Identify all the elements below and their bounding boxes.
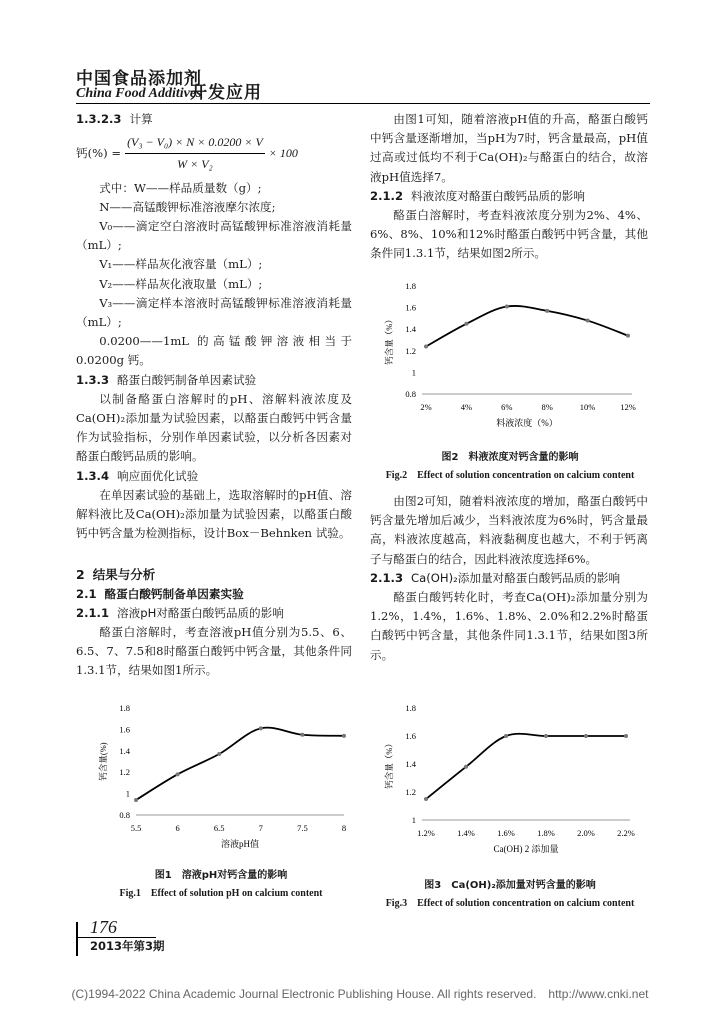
- section-2-1-3: 2.1.3 Ca(OH)₂添加量对酪蛋白酸钙品质的影响: [370, 570, 621, 585]
- section-2-1-2: 2.1.2 料液浓度对酪蛋白酸钙品质的影响: [370, 188, 585, 203]
- figure-2-chart: [370, 276, 650, 440]
- y-axis-label: 钙含量(%): [98, 742, 108, 781]
- header-rule: [76, 103, 650, 104]
- x-tick-label: 6: [175, 823, 180, 833]
- y-tick-label: 1.6: [405, 302, 416, 313]
- y-tick-label: 1.2: [405, 787, 416, 797]
- x-tick-label: 6%: [501, 402, 513, 412]
- data-point: [504, 734, 508, 738]
- para-1-3-4: 在单因素试验的基础上，选取溶解时的pH值、溶解料液比及Ca(OH)₂添加量为试验因素，以酪蛋白酸钙中钙含量为检测指标，设计Box－Behnken 试验。: [76, 487, 352, 541]
- issue-label: 2013年第3期: [90, 939, 165, 953]
- y-axis-label: 钙含量（%）: [384, 315, 394, 365]
- figure-2-caption-en: Fig.2 Effect of solution concentration on calcium content: [385, 470, 635, 481]
- data-point: [424, 797, 428, 801]
- x-axis-label: Ca(OH) 2 添加量: [493, 844, 559, 854]
- y-tick-label: 1.2: [119, 767, 130, 778]
- x-tick-label: 2%: [420, 402, 432, 412]
- section-1-3-2-3: 1.3.2.3 计算: [76, 112, 153, 126]
- y-tick-label: 1: [411, 815, 416, 825]
- page-number: 176: [90, 917, 117, 937]
- data-point: [134, 798, 138, 802]
- x-tick-label: 6.5: [213, 823, 225, 833]
- figure-1-chart: [76, 696, 366, 862]
- figure-3-caption-cn: 图3 Ca(OH)₂添加量对钙含量的影响: [424, 880, 596, 891]
- x-axis-label: 溶液pH值: [221, 839, 259, 849]
- x-tick-label: 7.5: [297, 823, 308, 833]
- y-tick-label: 1.4: [405, 759, 416, 769]
- y-tick-label: 1.8: [405, 281, 416, 291]
- y-tick-label: 1: [411, 367, 416, 378]
- y-tick-label: 1.8: [405, 703, 416, 713]
- x-tick-label: 1.8%: [537, 828, 555, 838]
- para-2-1-3: 酪蛋白酸钙转化时，考查Ca(OH)₂添加量分别为1.2%，1.4%，1.6%、1.8%、2.0%和2.2%时酪蛋白酸钙中钙含量，其他条件同1.3.1节，结果如图3所示。: [370, 590, 648, 662]
- data-point: [544, 734, 548, 738]
- data-point: [584, 734, 588, 738]
- copyright-line: (C)1994-2022 China Academic Journal Electronic Publishing House. All rights reserved. http://www.cnki.net: [71, 987, 649, 1001]
- para-1-3-3: 以制备酪蛋白溶解时的pH、溶解料液浓度及Ca(OH)₂添加量为试验因素，以酪蛋白酸钙中钙含量作为试验指标，分别作单因素试验，以分析各因素对酪蛋白酸钙品质的影响。: [76, 391, 352, 464]
- x-tick-label: 2.2%: [617, 828, 635, 838]
- def-v0: V₀——滴定空白溶液时高锰酸钾标准溶液消耗量（mL）;: [76, 219, 352, 253]
- section-header: 开发应用: [190, 83, 262, 103]
- data-point: [176, 772, 180, 776]
- y-tick-label: 1.6: [119, 724, 130, 735]
- def-factor: 0.0200——1mL 的高锰酸钾溶液相当于0.0200g 钙。: [76, 334, 352, 368]
- y-tick-label: 0.8: [119, 810, 130, 820]
- data-point: [259, 726, 263, 730]
- x-tick-label: 2.0%: [577, 828, 595, 838]
- x-tick-label: 1.6%: [497, 828, 515, 838]
- def-w: 式中：W——样品质量数（g）;: [99, 180, 262, 195]
- right-column-bottom: [370, 492, 648, 665]
- series-line: [426, 306, 628, 347]
- data-point: [624, 734, 628, 738]
- def-v1: V₁——样品灰化液容量（mL）;: [99, 257, 263, 272]
- data-point: [342, 734, 346, 738]
- left-column: [76, 110, 352, 681]
- x-tick-label: 10%: [579, 402, 596, 412]
- y-tick-label: 1.8: [119, 703, 130, 713]
- def-v2: V₂——样品灰化液取量（mL）;: [99, 276, 263, 291]
- section-2-1-1: 2.1.1 溶液pH对酪蛋白酸钙品质的影响: [76, 605, 284, 620]
- series-line: [136, 728, 344, 800]
- def-v3: V₃——滴定样本溶液时高锰酸钾标准溶液消耗量（mL）;: [76, 295, 352, 330]
- y-tick-label: 0.8: [405, 389, 416, 399]
- x-tick-label: 7: [258, 823, 263, 833]
- y-tick-label: 1.6: [405, 731, 416, 741]
- data-point: [217, 752, 221, 756]
- footer-bar: [76, 922, 78, 956]
- x-tick-label: 4%: [460, 402, 473, 412]
- figure-3-chart: [370, 700, 650, 866]
- x-tick-label: 5.5: [130, 823, 142, 833]
- section-2: 2 结果与分析: [76, 567, 156, 583]
- data-point: [424, 344, 428, 348]
- y-tick-label: 1.2: [405, 345, 416, 356]
- x-tick-label: 1.4%: [457, 828, 475, 838]
- data-point: [545, 309, 549, 313]
- y-tick-label: 1.4: [119, 745, 130, 756]
- journal-title-cn: 中国食品添加剂: [76, 69, 202, 89]
- x-tick-label: 1.2%: [417, 828, 435, 838]
- data-point: [464, 322, 468, 326]
- series-line: [426, 734, 626, 799]
- figure-1-caption-en: Fig.1 Effect of solution pH on calcium content: [119, 888, 323, 899]
- data-point: [300, 733, 304, 737]
- data-point: [626, 334, 630, 338]
- journal-title-en: China Food Additives: [76, 86, 202, 101]
- para-2-1-1: 酪蛋白溶解时，考查溶液pH值分别为5.5、6、6.5、7、7.5和8时酪蛋白酸钙中钙含量，其他条件同1.3.1节，结果如图1所示。: [76, 625, 352, 678]
- section-1-3-4: 1.3.4 响应面优化试验: [76, 468, 199, 483]
- data-point: [586, 319, 590, 323]
- calcium-formula: 钙(%) = $\frac{\text{(V₃ − V₀) × N × 0.0200 × V}}{\text{W × V₂}}$ × 100: [76, 135, 298, 172]
- right-column-top: [370, 110, 648, 264]
- data-point: [464, 765, 468, 769]
- para-fig2-analysis: 由图2可知，随着料液浓度的增加，酪蛋白酸钙中钙含量先增加后减少，当料液浓度为6%时，钙含量最高，料液浓度越高，料液黏稠度也越大，不利于钙离子与酪蛋白的结合，因此料液浓度选择6%。: [370, 494, 648, 566]
- figure-1-caption-cn: 图1 溶液pH对钙含量的影响: [154, 870, 288, 881]
- y-tick-label: 1.4: [405, 324, 416, 335]
- data-point: [505, 305, 509, 309]
- figure-3-caption-en: Fig.3 Effect of solution concentration on calcium content: [385, 898, 635, 909]
- y-tick-label: 1: [125, 788, 130, 799]
- x-tick-label: 8%: [541, 402, 553, 412]
- y-axis-label: 钙含量（%）: [384, 739, 394, 789]
- x-tick-label: 8: [341, 823, 347, 833]
- para-fig1-analysis: 由图1可知，随着溶液pH值的升高，酪蛋白酸钙中钙含量逐渐增加，当pH为7时，钙含量最高，pH值过高或过低均不利于Ca(OH)₂与酪蛋白的结合，故溶液pH值选择7。: [370, 112, 648, 184]
- section-1-3-3: 1.3.3 酪蛋白酸钙制备单因素试验: [76, 372, 257, 387]
- x-tick-label: 12%: [620, 402, 636, 412]
- figure-2-caption-cn: 图2 料液浓度对钙含量的影响: [441, 452, 579, 463]
- x-axis-label: 料液浓度（%）: [496, 418, 558, 428]
- section-2-1: 2.1 酪蛋白酸钙制备单因素实验: [76, 586, 244, 601]
- def-n: N——高锰酸钾标准溶液摩尔浓度;: [99, 199, 276, 214]
- para-2-1-2: 酪蛋白溶解时，考查料液浓度分别为2%、4%、6%、8%、10%和12%时酪蛋白酸钙中钙含量，其他条件同1.3.1节，结果如图2所示。: [370, 208, 648, 261]
